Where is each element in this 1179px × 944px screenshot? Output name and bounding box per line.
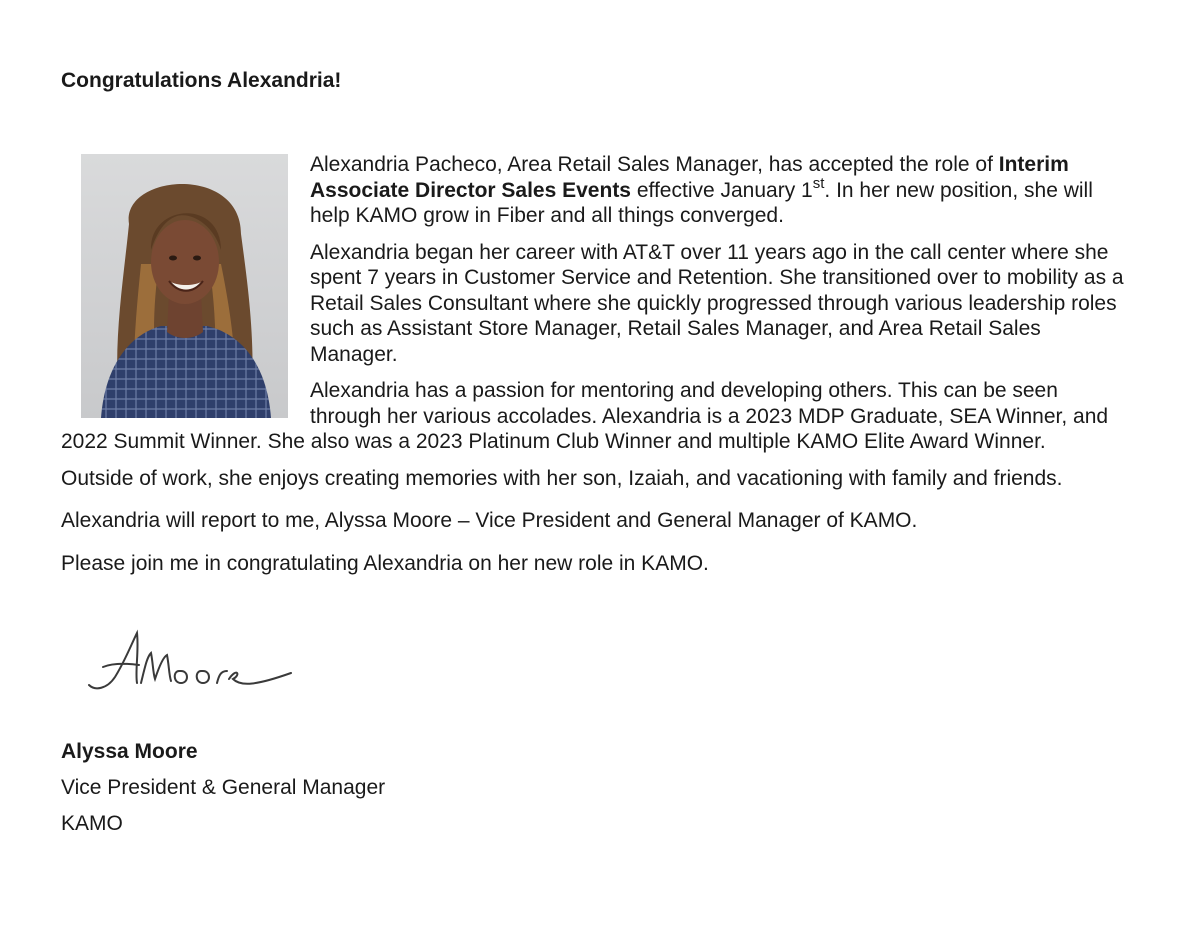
- signer-title: Vice President & General Manager: [61, 776, 386, 799]
- ordinal-suffix: st: [812, 174, 825, 192]
- signer-name: Alyssa Moore: [61, 740, 198, 763]
- letter: [61, 66, 1131, 842]
- new-role-effective: effective January 1: [631, 178, 813, 202]
- paragraph-reporting: Alexandria will report to me, Alyssa Moore – Vice President and General Manager of KAMO.: [61, 509, 918, 532]
- paragraph-personal: Outside of work, she enjoys creating memories with her son, Izaiah, and vacationing with family and friends.: [61, 466, 1063, 490]
- closing-body: [61, 466, 1131, 577]
- greeting-heading: Congratulations Alexandria!: [61, 69, 342, 92]
- signer-organization: KAMO: [61, 812, 123, 835]
- announcement-body: [61, 152, 1131, 455]
- new-role-title: Interim Associate Director Sales Events: [310, 153, 1069, 202]
- new-role-intro: Alexandria Pacheco, Area Retail Sales Manager, has accepted the role of: [310, 153, 999, 176]
- portrait-photo-drawing: [81, 154, 288, 418]
- portrait-photo: [81, 154, 288, 418]
- signature-block: [61, 734, 1131, 842]
- new-role-description: . In her new position, she will help KAMO grow in Fiber and all things converged.: [310, 178, 1093, 227]
- paragraph-accolades: Alexandria has a passion for mentoring and developing others. This can be seen through her various accolades. Alexandria is a 2023 MDP Graduate, SEA Winner, and 2022 Summit Winner. She also was a 2023 Platinum Club Winner and multiple KAMO Elite Award Winner.: [61, 379, 1109, 453]
- paragraph-career: Alexandria began her career with AT&T over 11 years ago in the call center where she spent 7 years in Customer Service and Retention. She transitioned over to mobility as a Retail Sales Consultant where she quickly progressed through various leadership roles such as Assistant Store Manager, Retail Sales Manager, and Area Retail Sales Manager.: [310, 240, 1124, 366]
- handwritten-signature: [81, 627, 301, 699]
- paragraph-closing: Please join me in congratulating Alexandria on her new role in KAMO.: [61, 551, 709, 575]
